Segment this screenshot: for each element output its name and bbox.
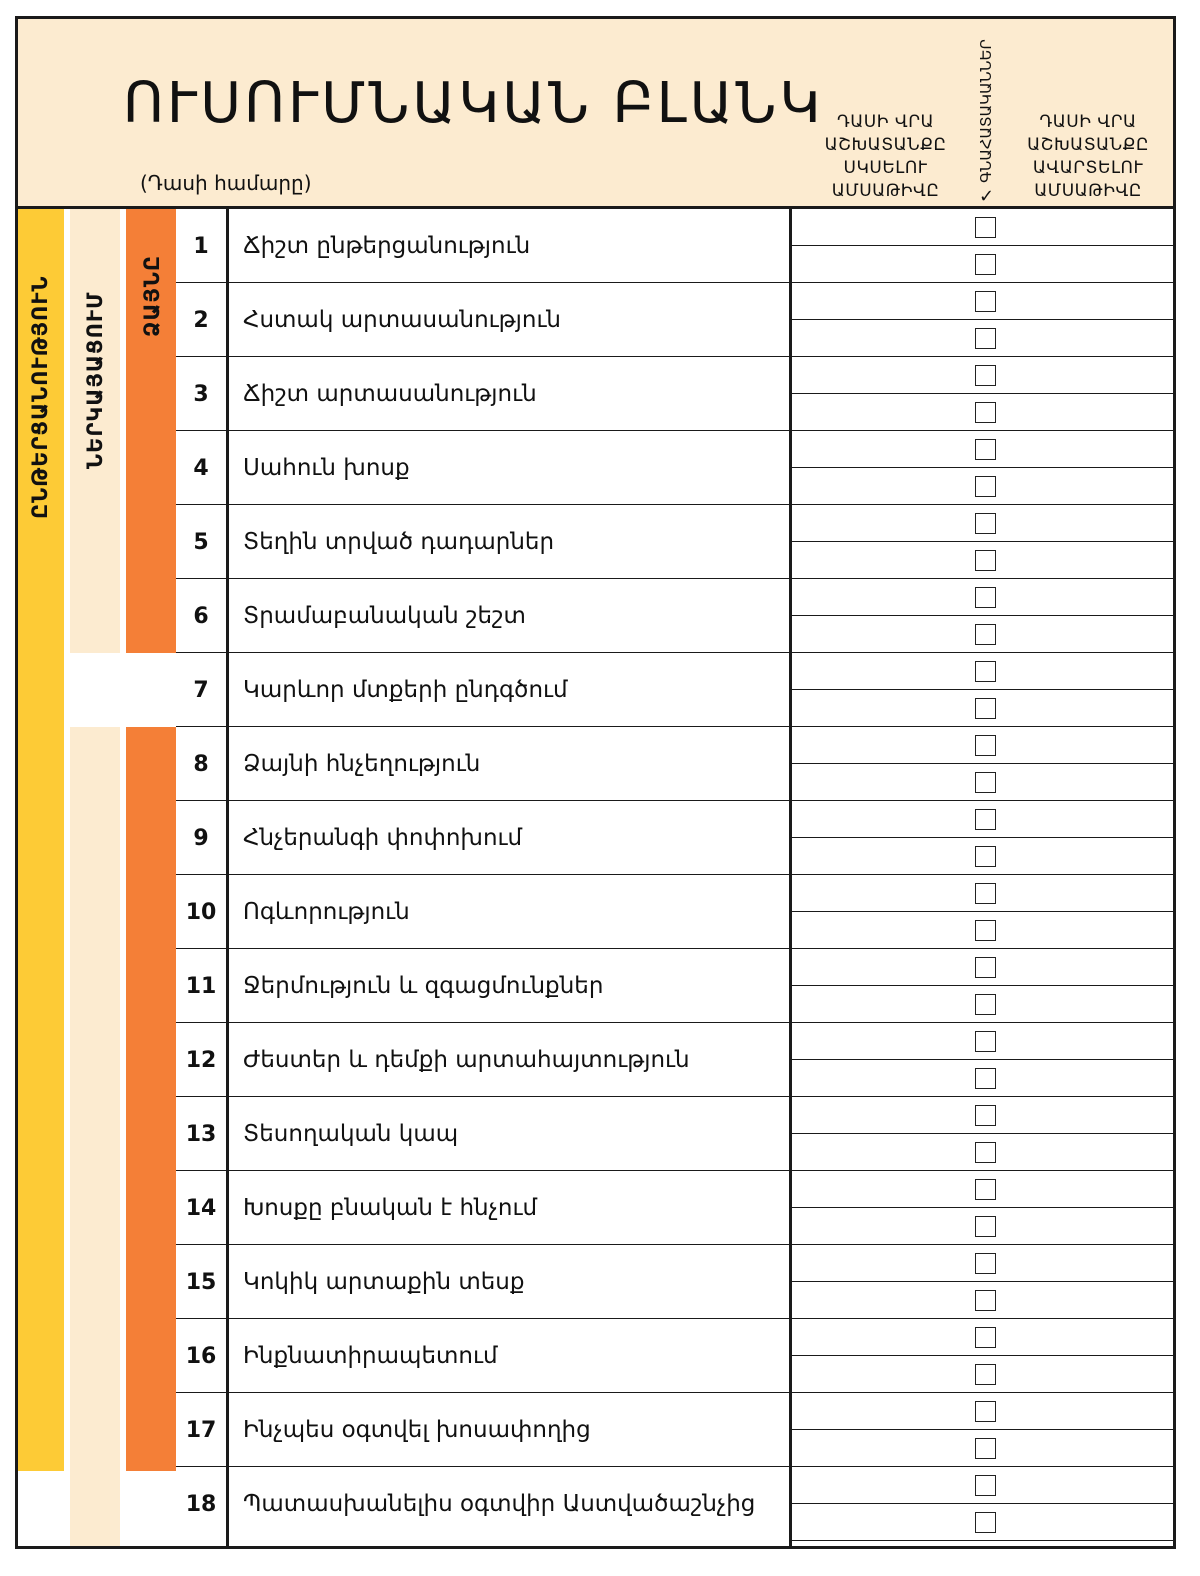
row-number: 14 <box>185 1195 217 1221</box>
table-row <box>176 1393 1176 1467</box>
row-criterion: Սահուն խոսք <box>243 455 410 481</box>
row-criterion: Ճիշտ արտասանություն <box>243 381 537 407</box>
row-criterion: Տեղին տրված դադարներ <box>243 529 555 555</box>
row-criterion: Պատասխանելիս օգտվիր Աստվածաշնչից <box>243 1491 756 1517</box>
table-row <box>176 505 1176 579</box>
start-date-header-line: ՍԿՍԵԼՈՒ <box>843 158 928 178</box>
grade-line <box>792 763 1176 764</box>
row-criterion: Ջերմություն և զգացմունքներ <box>243 973 604 999</box>
grade-checkbox[interactable] <box>975 1253 996 1274</box>
voice-band-label: ՁԱՅՆԸ <box>140 254 164 337</box>
grade-checkbox[interactable] <box>975 1512 996 1533</box>
grade-checkbox[interactable] <box>975 772 996 793</box>
grade-checkbox[interactable] <box>975 661 996 682</box>
row-number: 1 <box>193 233 209 259</box>
grade-line <box>792 911 1176 912</box>
row-criterion: Տրամաբանական շեշտ <box>243 603 526 629</box>
presentation-band-label: ՆԵՐԿԱՅԱՑՈՒՄ <box>83 291 107 469</box>
grade-checkbox[interactable] <box>975 328 996 349</box>
grade-checkbox[interactable] <box>975 846 996 867</box>
row-number: 5 <box>193 529 209 555</box>
grade-checkbox[interactable] <box>975 1068 996 1089</box>
row-criterion: Խոսքը բնական է հնչում <box>243 1195 538 1221</box>
grade-checkbox[interactable] <box>975 1327 996 1348</box>
table-row <box>176 1245 1176 1319</box>
grade-checkbox[interactable] <box>975 1105 996 1126</box>
grade-line <box>792 689 1176 690</box>
row-number: 8 <box>193 751 209 777</box>
row-number: 3 <box>193 381 209 407</box>
row-number: 12 <box>185 1047 217 1073</box>
end-date-header-line: ԱՄՍԱԹԻՎԸ <box>1034 181 1142 201</box>
table-row <box>176 357 1176 431</box>
grade-checkbox[interactable] <box>975 1031 996 1052</box>
grade-checkbox[interactable] <box>975 513 996 534</box>
grade-checkbox[interactable] <box>975 1401 996 1422</box>
start-date-header <box>793 111 978 203</box>
grade-checkbox[interactable] <box>975 587 996 608</box>
row-criterion: Ժեստեր և դեմքի արտահայտություն <box>243 1047 690 1073</box>
grade-checkbox[interactable] <box>975 1179 996 1200</box>
grade-checkbox[interactable] <box>975 439 996 460</box>
grade-checkbox[interactable] <box>975 883 996 904</box>
grade-line <box>792 245 1176 246</box>
grade-line <box>792 615 1176 616</box>
end-date-header <box>1003 111 1173 203</box>
grade-line <box>792 541 1176 542</box>
grade-line <box>792 1429 1176 1430</box>
table-row <box>176 727 1176 801</box>
row-criterion: Ձայնի հնչեղություն <box>243 751 481 777</box>
table-row <box>176 875 1176 949</box>
grade-checkbox[interactable] <box>975 698 996 719</box>
table-row <box>176 801 1176 875</box>
voice-band <box>126 727 176 1471</box>
row-number: 17 <box>185 1417 217 1443</box>
row-number: 2 <box>193 307 209 333</box>
start-date-header-line: ԴԱՍԻ ՎՐԱ <box>836 112 935 132</box>
row-number: 11 <box>185 973 217 999</box>
grade-checkbox[interactable] <box>975 809 996 830</box>
class-number-label: (Դասի համարը) <box>140 171 312 195</box>
row-criterion: Ոգևորություն <box>243 899 410 925</box>
table-row <box>176 283 1176 357</box>
table-row <box>176 579 1176 653</box>
table-row <box>176 1023 1176 1097</box>
grade-checkbox[interactable] <box>975 1364 996 1385</box>
grade-checkbox[interactable] <box>975 476 996 497</box>
table-row <box>176 1467 1176 1541</box>
grade-line <box>792 1503 1176 1504</box>
grade-checkbox[interactable] <box>975 1438 996 1459</box>
table-row <box>176 1171 1176 1245</box>
grades-header <box>968 29 1004 207</box>
grade-line <box>792 467 1176 468</box>
table-row <box>176 1319 1176 1393</box>
row-number: 18 <box>185 1491 217 1517</box>
grade-checkbox[interactable] <box>975 957 996 978</box>
row-number: 10 <box>185 899 217 925</box>
form-header <box>18 19 1173 209</box>
grade-line <box>792 985 1176 986</box>
row-criterion: Հնչերանգի փոփոխում <box>243 825 523 851</box>
row-criterion: Տեսողական կապ <box>243 1121 459 1147</box>
row-criterion: Ճիշտ ընթերցանություն <box>243 233 531 259</box>
row-criterion: Կարևոր մտքերի ընդգծում <box>243 677 568 703</box>
grade-checkbox[interactable] <box>975 291 996 312</box>
lesson-form <box>15 16 1176 1549</box>
grade-line <box>792 1540 1176 1541</box>
start-date-header-line: ԱՇԽԱՏԱՆՔԸ <box>824 135 947 155</box>
reading-band-label: ԸՆԹԵՐՑԱՆՈՒԹՅՈՒՆ <box>28 275 52 519</box>
grade-checkbox[interactable] <box>975 1216 996 1237</box>
grade-checkbox[interactable] <box>975 254 996 275</box>
grade-line <box>792 1281 1176 1282</box>
grade-line <box>792 1133 1176 1134</box>
end-date-header-line: ԴԱՍԻ ՎՐԱ <box>1039 112 1137 132</box>
row-criterion: Ինքնատիրապետում <box>243 1343 498 1369</box>
grade-line <box>792 1355 1176 1356</box>
grade-checkbox[interactable] <box>975 402 996 423</box>
end-date-header-line: ԱՇԽԱՏԱՆՔԸ <box>1027 135 1149 155</box>
grade-line <box>792 1207 1176 1208</box>
table-row <box>176 209 1176 283</box>
row-number: 7 <box>193 677 209 703</box>
grades-header-label: ԳՆԱՀԱՏԱԿԱՆՆԵՐ <box>977 39 995 183</box>
presentation-band <box>70 727 120 1549</box>
row-number: 6 <box>193 603 209 629</box>
table-row <box>176 949 1176 1023</box>
row-number: 13 <box>185 1121 217 1147</box>
row-number: 4 <box>193 455 209 481</box>
grade-checkbox[interactable] <box>975 1475 996 1496</box>
grade-checkbox[interactable] <box>975 365 996 386</box>
row-number: 15 <box>185 1269 217 1295</box>
grade-line <box>792 393 1176 394</box>
table-row <box>176 431 1176 505</box>
grade-checkbox[interactable] <box>975 217 996 238</box>
table-row <box>176 1097 1176 1171</box>
start-date-header-line: ԱՄՍԱԹԻՎԸ <box>831 181 940 201</box>
row-number: 16 <box>185 1343 217 1369</box>
check-mark-icon: ✓ <box>978 185 994 207</box>
row-number: 9 <box>193 825 209 851</box>
grade-line <box>792 1059 1176 1060</box>
page-title: ՈՒՍՈՒՄՆԱԿԱՆ ԲԼԱՆԿ <box>123 71 824 136</box>
row-criterion: Կոկիկ արտաքին տեսք <box>243 1269 525 1295</box>
grade-line <box>792 837 1176 838</box>
grade-checkbox[interactable] <box>975 920 996 941</box>
grade-checkbox[interactable] <box>975 735 996 756</box>
end-date-header-line: ԱՎԱՐՏԵԼՈՒ <box>1032 158 1144 178</box>
grade-checkbox[interactable] <box>975 1142 996 1163</box>
grade-checkbox[interactable] <box>975 624 996 645</box>
table-row <box>176 653 1176 727</box>
grade-checkbox[interactable] <box>975 1290 996 1311</box>
grade-checkbox[interactable] <box>975 550 996 571</box>
grade-line <box>792 319 1176 320</box>
row-criterion: Հստակ արտասանություն <box>243 307 562 333</box>
row-criterion: Ինչպես օգտվել խոսափողից <box>243 1417 591 1443</box>
grade-checkbox[interactable] <box>975 994 996 1015</box>
